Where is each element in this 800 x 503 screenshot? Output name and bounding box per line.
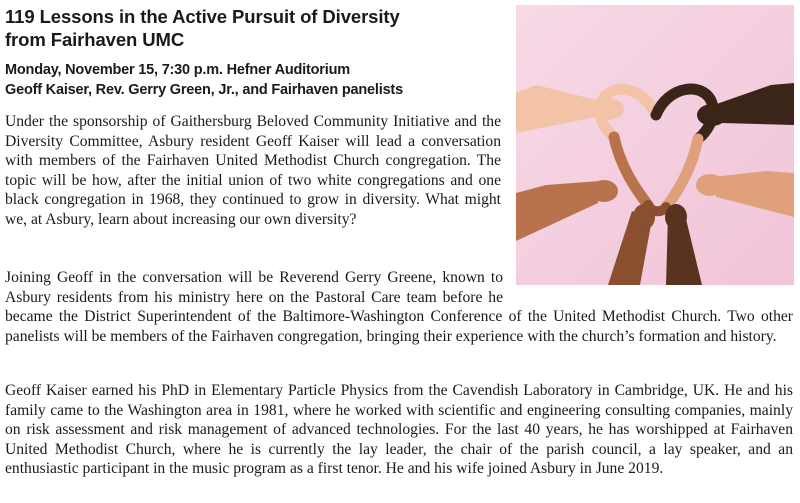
article-title-line-2: from Fairhaven UMC xyxy=(5,29,185,50)
paragraph-panelists xyxy=(5,268,793,346)
event-details: Monday, November 15, 7:30 p.m. Hefner Auditorium xyxy=(5,62,350,78)
speakers-line: Geoff Kaiser, Rev. Gerry Green, Jr., and Fairhaven panelists xyxy=(5,82,403,98)
hand-lower-left xyxy=(590,180,618,202)
article-title-line-1: 119 Lessons in the Active Pursuit of Diversity xyxy=(5,6,400,27)
paragraph-panelists-text: Joining Geoff in the conversation will be Reverend Gerry Greene, known to Asbury residents from his ministry here on the Pastoral Care team before he became the District Superintendent of the Baltimore-Washington Conference of the United Methodist Church. Two other panelists will be members of the Fairhaven congregation, bringing their experience with the church’s formation and history. xyxy=(5,269,793,345)
hand-bottom-left xyxy=(633,204,655,230)
paragraph-intro: Under the sponsorship of Gaithersburg Beloved Community Initiative and the Diversity Committee, Asbury resident Geoff Kaiser will lead a conversation with members of the Fairhaven United Methodist Church congregation. The topic will be how, after the initial union of two white congregations and one black congregation in 1968, they continued to grow in diversity. What might we, at Asbury, learn about increasing our own diversity? xyxy=(5,113,501,228)
image-wrap-space xyxy=(503,268,793,306)
hand-bottom-right xyxy=(665,204,687,230)
heart-hands-photo xyxy=(516,5,794,285)
hand-upper-right xyxy=(697,104,727,126)
article-title xyxy=(5,5,445,51)
paragraph-biography: Geoff Kaiser earned his PhD in Elementary Particle Physics from the Cavendish Laboratory in Cambridge, UK. He and his family came to the Washington area in 1981, where he worked with scientific and engineering consulting companies, mainly on risk assessment and risk management of advanced technologies. For the last 40 years, he has worshipped at Fairhaven United Methodist Church, where he is currently the lay leader, the chair of the parish council, a lay speaker, and an enthusiastic participant in the music program as a first tenor. He and his wife joined Asbury in June 2019. xyxy=(5,382,793,478)
hand-upper-left xyxy=(592,98,624,120)
hand-lower-right xyxy=(696,174,724,196)
